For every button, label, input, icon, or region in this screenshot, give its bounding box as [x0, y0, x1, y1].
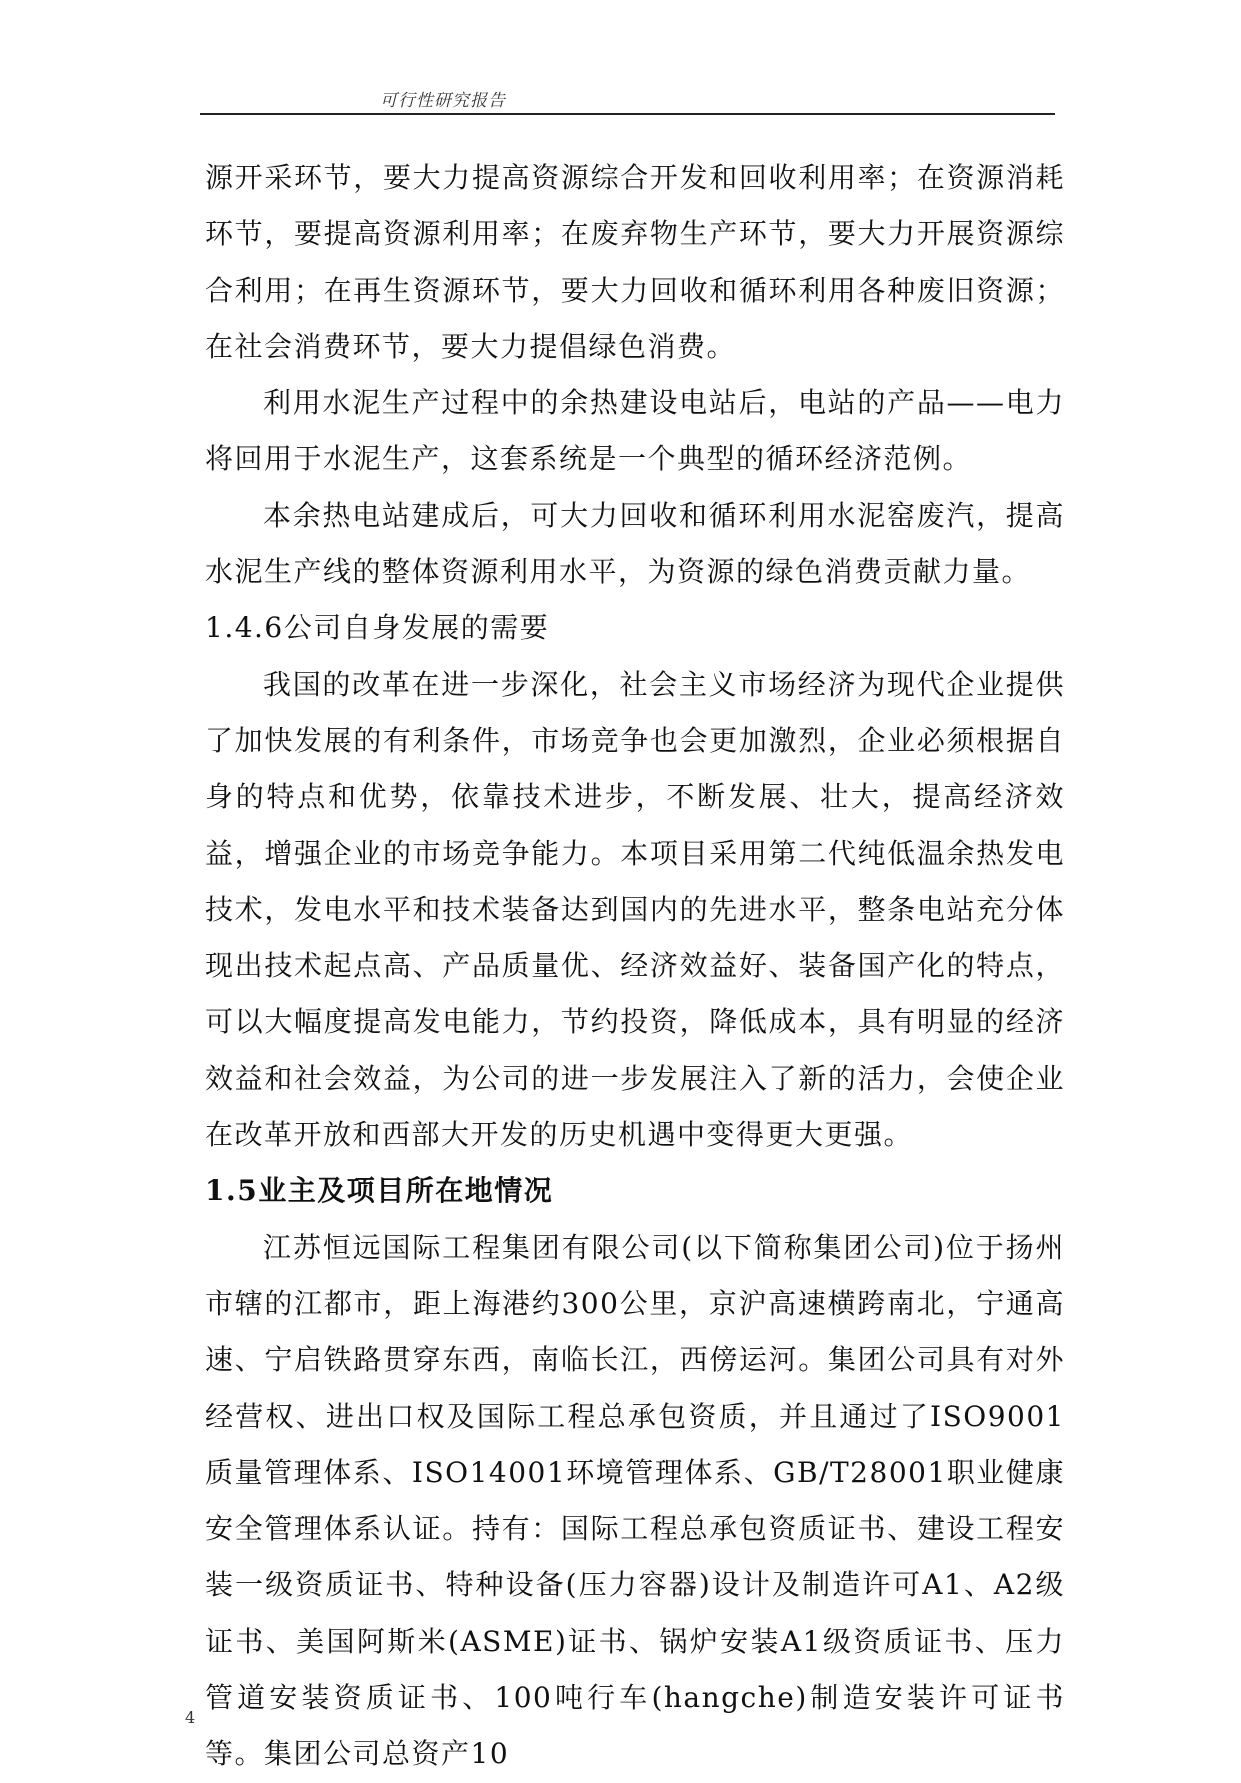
subsection-heading-1-4-6: 1.4.6公司自身发展的需要: [205, 611, 550, 645]
paragraph-owner-info: 江苏恒远国际工程集团有限公司(以下简称集团公司)位于扬州市辖的江都市，距上海港约300公里，京沪高速横跨南北，宁通高速、宁启铁路贯穿东西，南临长江，西傍运河。集团公司具有对外经营权、进出口权及国际工程总承包资质，并且通过了ISO9001质量管理体系、ISO14001环境管理体系、GB/T28001职业健康安全管理体系认证。持有：国际工程总承包资质证书、建设工程安装一级资质证书、特种设备(压力容器)设计及制造许可A1、A2级证书、美国阿斯米(ASME)证书、锅炉安装A1级资质证书、压力管道安装资质证书、100吨行车(hangche)制造安装许可证书等。集团公司总资产10: [205, 1230, 1065, 1771]
running-header-title: 可行性研究报告: [380, 91, 506, 111]
header-rule: [200, 113, 1055, 115]
section-heading-1-5: 1.5业主及项目所在地情况: [205, 1174, 554, 1208]
document-body: [205, 150, 1065, 1783]
page-number: 4: [185, 1708, 196, 1727]
paragraph-continued: 源开采环节，要大力提高资源综合开发和回收利用率；在资源消耗环节，要提高资源利用率；在废弃物生产环节，要大力开展资源综合利用；在再生资源环节，要大力回收和循环利用各种废旧资源；在社会消费环节，要大力提倡绿色消费。: [205, 161, 1065, 363]
paragraph-waste-heat-cycle: 利用水泥生产过程中的余热建设电站后，电站的产品——电力将回用于水泥生产，这套系统是一个典型的循环经济范例。: [205, 386, 1065, 476]
paragraph-company-development: 我国的改革在进一步深化，社会主义市场经济为现代企业提供了加快发展的有利条件，市场竞争也会更加激烈，企业必须根据自身的特点和优势，依靠技术进步，不断发展、壮大，提高经济效益，增强企业的市场竞争能力。本项目采用第二代纯低温余热发电技术，发电水平和技术装备达到国内的先进水平，整条电站充分体现出技术起点高、产品质量优、经济效益好、装备国产化的特点，可以大幅度提高发电能力，节约投资，降低成本，具有明显的经济效益和社会效益，为公司的进一步发展注入了新的活力，会使企业在改革开放和西部大开发的历史机遇中变得更大更强。: [205, 667, 1065, 1152]
paragraph-resource-utilization: 本余热电站建成后，可大力回收和循环利用水泥窑废汽，提高水泥生产线的整体资源利用水平，为资源的绿色消费贡献力量。: [205, 498, 1065, 589]
